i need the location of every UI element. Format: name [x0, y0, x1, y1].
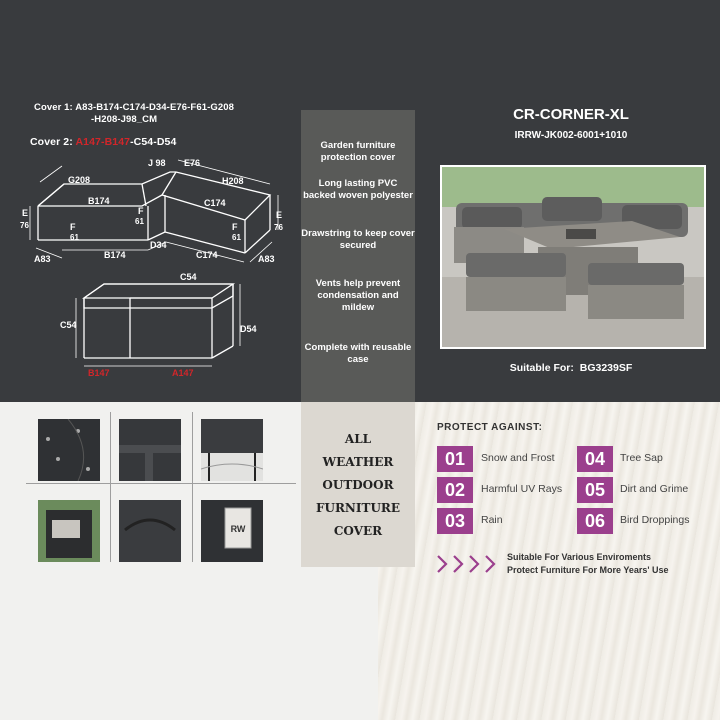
suitable-label: Suitable For: [509, 362, 574, 374]
cover2-line [30, 136, 176, 148]
logo-text: RW [230, 524, 246, 534]
product-photo [440, 165, 706, 349]
dim-c-top: C174 [204, 198, 226, 208]
dim-c-bottom: C174 [196, 250, 218, 260]
protect-num-03: 03 [437, 508, 473, 534]
thumb-seam [119, 419, 181, 481]
protect-label-05: Dirt and Grime [620, 483, 689, 495]
suitable-model: BG3239SF [579, 362, 633, 374]
protect-label-04: Tree Sap [620, 452, 663, 464]
dim-b-top: B174 [88, 196, 110, 206]
all-weather-line-4: FURNITURE [315, 501, 401, 515]
cover1-line1 [34, 102, 234, 113]
thumb-drawstring [201, 419, 263, 481]
thumb-logo-label [201, 500, 263, 562]
feature-3: Drawstring to keep cover secured [301, 228, 415, 251]
feature-2: Long lasting PVC backed woven polyester [303, 178, 413, 201]
all-weather-line-5: COVER [333, 524, 383, 538]
box-dim-a-bottom: A147 [172, 368, 194, 378]
protect-num-05: 05 [577, 477, 613, 503]
dim-f-mid: F [138, 206, 144, 216]
thumb-divider-v1 [110, 412, 111, 562]
tagline-2: Protect Furniture For More Years' Use [507, 565, 669, 575]
dim-f-left: F [70, 222, 76, 232]
dim-e-right: E [276, 210, 283, 220]
protect-label-03: Rain [481, 514, 503, 526]
box-diagram [0, 268, 300, 388]
suitable-for [440, 362, 702, 374]
patio-set-illustration [442, 167, 704, 347]
box-dim-b-bottom: B147 [88, 368, 110, 378]
protect-label-06: Bird Droppings [620, 514, 690, 526]
protect-num-02: 02 [437, 477, 473, 503]
thumb-divider-h [26, 483, 296, 484]
protect-label-02: Harmful UV Rays [481, 483, 563, 495]
tagline-1: Suitable For Various Enviroments [507, 552, 652, 562]
cover2-label: Cover 2: [30, 136, 73, 148]
dim-f-right-num: 61 [232, 233, 241, 242]
feature-1: Garden furniture protection cover [320, 140, 396, 163]
cover2-red-spec: A147-B147 [75, 136, 131, 148]
cover1-label: Cover 1: [34, 102, 73, 113]
thumb-vent [119, 500, 181, 562]
dim-d: D34 [150, 240, 167, 250]
protect-num-04: 04 [577, 446, 613, 472]
thumb-fabric-raindrops [38, 419, 100, 481]
protect-label-01: Snow and Frost [481, 452, 555, 464]
all-weather-line-3: OUTDOOR [322, 478, 394, 492]
product-code: CR-CORNER-XL [513, 106, 629, 123]
protect-num-01: 01 [437, 446, 473, 472]
box-dim-c-left: C54 [60, 320, 77, 330]
dim-b-bottom: B174 [104, 250, 126, 260]
dim-h: H208 [222, 176, 244, 186]
dim-f-left-num: 61 [70, 233, 79, 242]
cover2-spec: -C54-D54 [130, 136, 177, 148]
all-weather-line-2: WEATHER [322, 455, 394, 469]
dim-a-left: A83 [34, 254, 51, 264]
dim-e-right-num: 76 [274, 223, 283, 232]
all-weather-line-1: ALL [344, 432, 372, 446]
thumb-storage-bag [38, 500, 100, 562]
box-dim-c-top: C54 [180, 272, 197, 282]
dim-j: J 98 [148, 158, 166, 168]
thumb-divider-v2 [192, 412, 193, 562]
cover1-line2: -H208-J98_CM [91, 114, 158, 125]
dim-g: G208 [68, 175, 91, 185]
dim-e-left-num: 76 [20, 221, 29, 230]
product-sku: IRRW-JK002-6001+1010 [514, 130, 628, 141]
feature-4: Vents help prevent condensation and mildew [315, 278, 401, 313]
box-dim-d-right: D54 [240, 324, 257, 334]
dim-f-right: F [232, 222, 238, 232]
cover1-spec: A83-B174-C174-D34-E76-F61-G208 [75, 102, 234, 113]
dim-e-top: E76 [184, 158, 201, 168]
feature-5: Complete with reusable case [304, 342, 412, 365]
dim-a-right: A83 [258, 254, 275, 264]
protect-num-06: 06 [577, 508, 613, 534]
protect-heading: PROTECT AGAINST: [437, 422, 543, 433]
dim-f-mid-num: 61 [135, 217, 144, 226]
chevrons-icon [434, 552, 506, 576]
dim-e-left: E [22, 208, 29, 218]
all-weather-text [301, 428, 415, 543]
